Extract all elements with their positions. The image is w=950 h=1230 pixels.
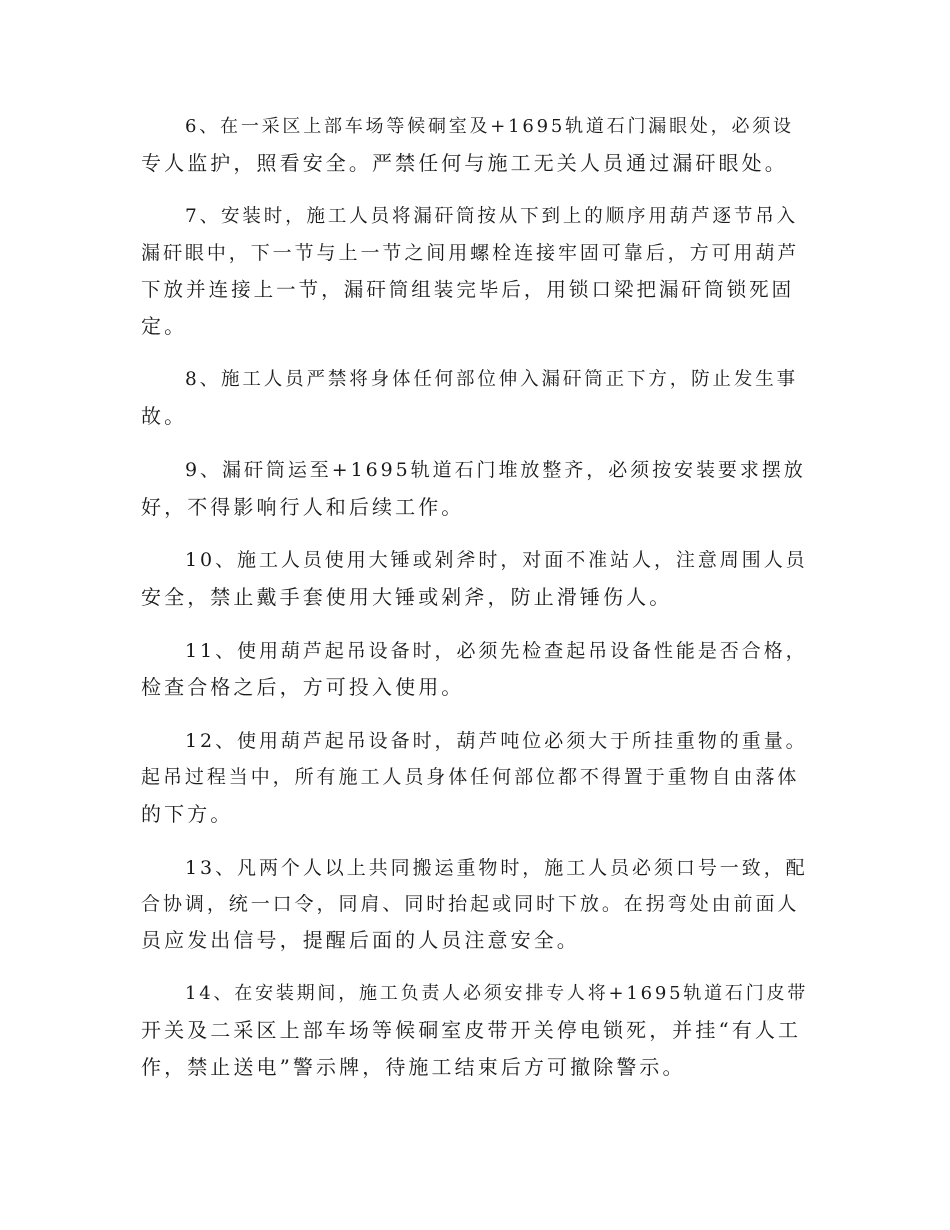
paragraph-12-line-1: 12、使用葫芦起吊设备时，葫芦吨位必须大于所挂重物的重量。 — [185, 730, 808, 752]
paragraph-12-line-2: 起吊过程当中，所有施工人员身体任何部位都不得置于重物自由落体 — [141, 766, 800, 788]
paragraph-9-line-2: 好，不得影响行人和后续工作。 — [141, 495, 465, 519]
paragraph-13-line-1: 13、凡两个人以上共同搬运重物时，施工人员必须口号一致，配 — [185, 857, 808, 879]
paragraph-7-line-4: 定。 — [141, 314, 188, 338]
paragraph-13-line-3: 员应发出信号，提醒后面的人员注意安全。 — [141, 928, 580, 952]
paragraph-14-line-1: 14、在安装期间，施工负责人必须安排专人将+1695轨道石门皮带 — [185, 983, 809, 1004]
paragraph-6-line-2: 专人监护，照看安全。严禁任何与施工无关人员通过漏矸眼处。 — [141, 151, 788, 175]
paragraph-12-line-3: 的下方。 — [141, 802, 234, 826]
paragraph-8-line-1: 8、施工人员严禁将身体任何部位伸入漏矸筒正下方，防止发生事 — [185, 369, 798, 390]
paragraph-6-line-1: 6、在一采区上部车场等候硐室及+1695轨道石门漏眼处，必须设 — [185, 116, 794, 137]
paragraph-8-line-2: 故。 — [141, 404, 188, 428]
paragraph-13-line-2: 合协调，统一口令，同肩、同时抬起或同时下放。在拐弯处由前面人 — [141, 893, 800, 915]
paragraph-7-line-2: 漏矸眼中，下一节与上一节之间用螺栓连接牢固可靠后，方可用葫芦 — [141, 242, 800, 264]
paragraph-7-line-1: 7、安装时，施工人员将漏矸筒按从下到上的顺序用葫芦逐节吊入 — [185, 206, 798, 227]
paragraph-10-line-1: 10、施工人员使用大锤或剁斧时，对面不准站人，注意周围人员 — [185, 549, 808, 571]
paragraph-14-line-3: 作，禁止送电”警示牌，待施工结束后方可撤除警示。 — [141, 1055, 686, 1079]
paragraph-10-line-2: 安全，禁止戴手套使用大锤或剁斧，防止滑锤伤人。 — [141, 585, 673, 609]
paragraph-11-line-1: 11、使用葫芦起吊设备时，必须先检查起吊设备性能是否合格， — [185, 640, 808, 662]
paragraph-11-line-2: 检查合格之后，方可投入使用。 — [141, 675, 465, 699]
paragraph-7-line-3: 下放并连接上一节，漏矸筒组装完毕后，用锁口梁把漏矸筒锁死固 — [141, 278, 795, 301]
paragraph-9-line-1: 9、漏矸筒运至+1695轨道石门堆放整齐，必须按安装要求摆放 — [185, 459, 806, 481]
paragraph-14-line-2: 开关及二采区上部车场等候硐室皮带开关停电锁死，并挂“有人工 — [141, 1018, 802, 1042]
